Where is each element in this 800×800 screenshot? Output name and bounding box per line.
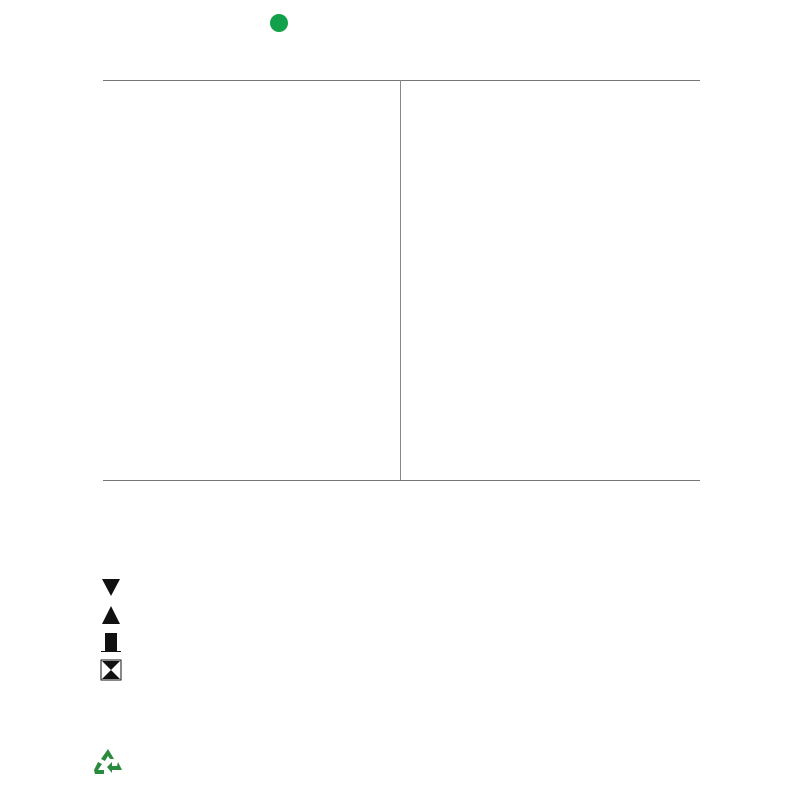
- recycle-icon: [93, 748, 123, 776]
- english-column: [103, 84, 393, 88]
- price-line: [103, 13, 115, 28]
- column-divider: [400, 80, 401, 480]
- up-triangle-icon: [100, 604, 122, 626]
- bottom-rule: [103, 480, 700, 481]
- rectangle-icon: [100, 631, 122, 653]
- down-triangle-icon: [100, 576, 122, 598]
- header-rule: [103, 80, 700, 81]
- hourglass-icon: [100, 659, 122, 681]
- green-dot-icon: [270, 14, 288, 32]
- garment-illustrations: [168, 528, 688, 706]
- french-column: [411, 84, 703, 88]
